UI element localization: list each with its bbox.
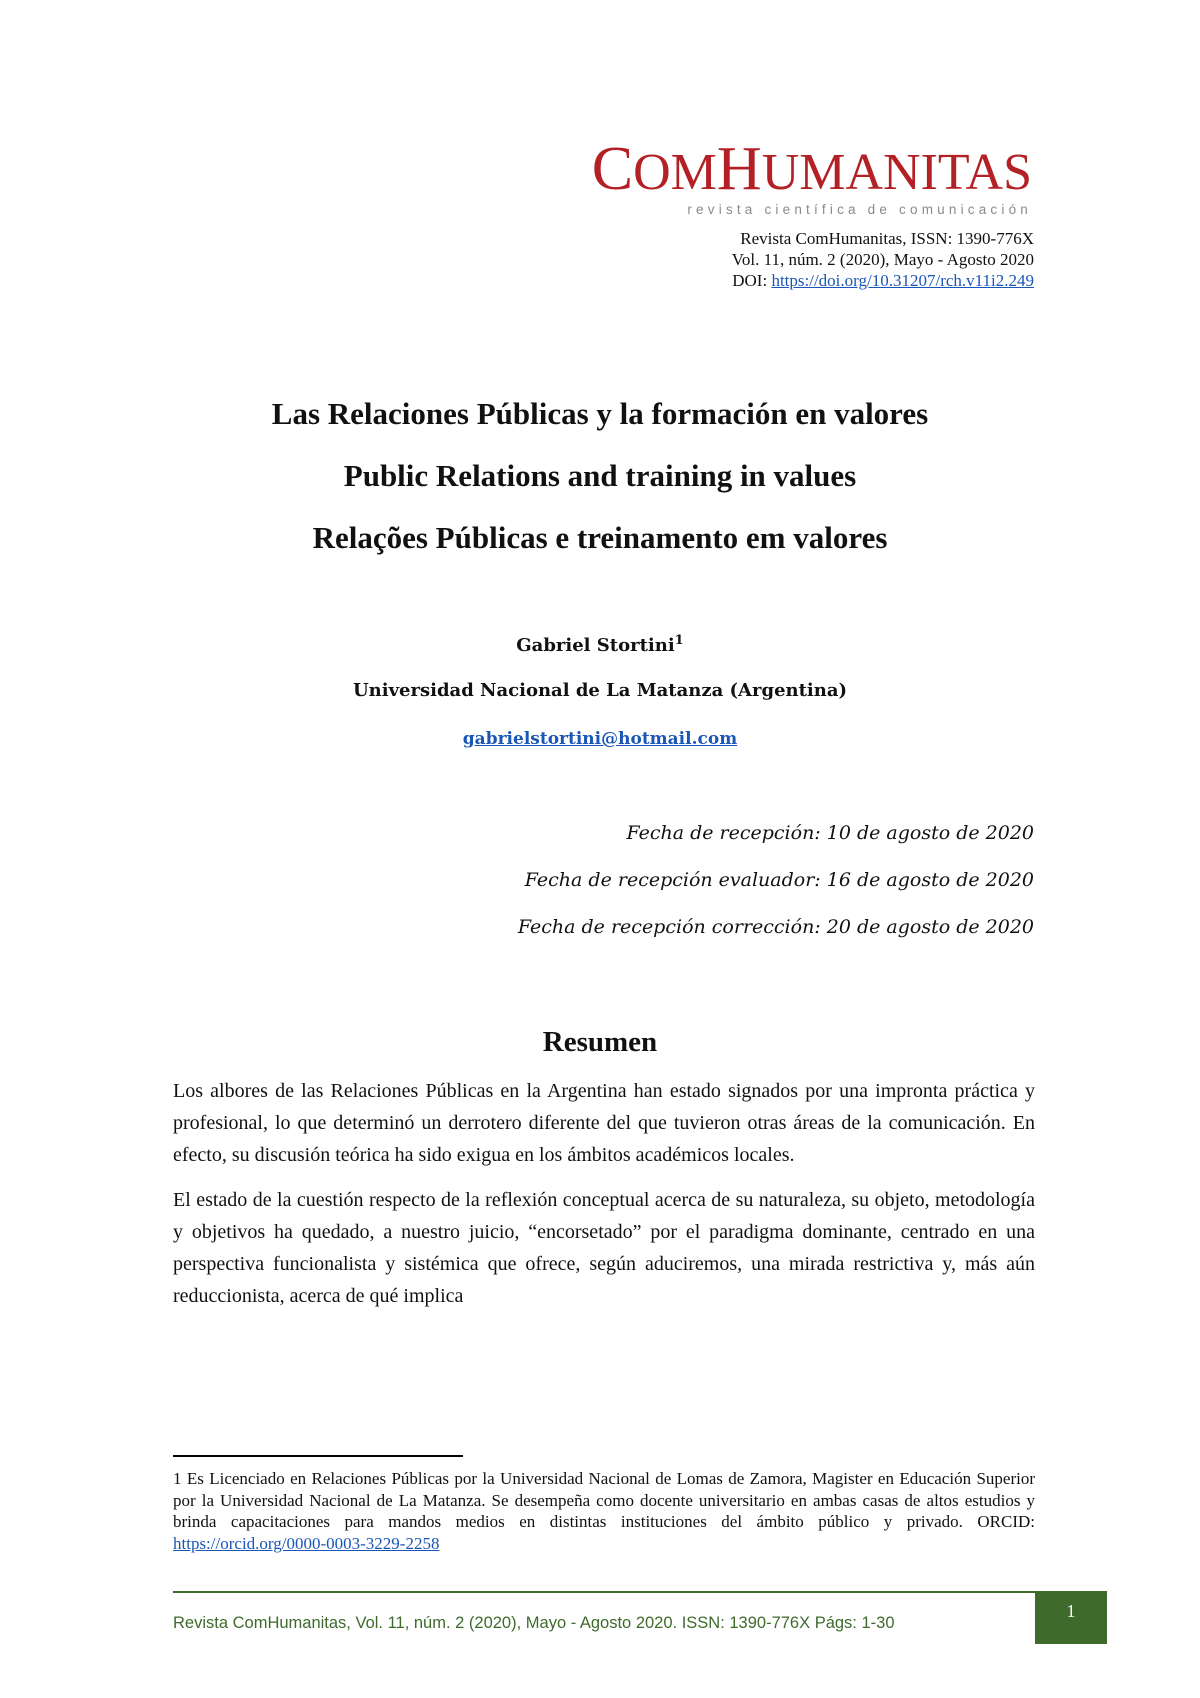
logo-text-umanitas: UMANITAS bbox=[761, 144, 1032, 201]
author-name bbox=[0, 630, 1200, 657]
title-english: Public Relations and training in values bbox=[343, 458, 857, 493]
submission-dates bbox=[518, 822, 1034, 963]
journal-doi bbox=[732, 270, 1034, 291]
logo-initial-c: C bbox=[591, 135, 634, 203]
footnote bbox=[173, 1468, 1035, 1554]
author-name-text: Gabriel Stortini bbox=[516, 635, 675, 656]
abstract-paragraph-1: Los albores de las Relaciones Públicas en la Argentina han estado signados por una impronta práctica y profesional, lo que determinó un derrotero diferente del que tuvieron otras áreas de la comunicación. En efecto, su discusión teórica ha sido exigua en los ámbitos académicos locales. bbox=[173, 1080, 1035, 1167]
logo-wordmark bbox=[591, 135, 1032, 203]
logo-text-om: OM bbox=[633, 144, 717, 201]
author-email-link[interactable]: gabrielstortini@hotmail.com bbox=[462, 729, 738, 749]
abstract-paragraph-2: El estado de la cuestión respecto de la reflexión conceptual acerca de su naturaleza, su objeto, metodología y objetivos ha quedado, a nuestro juicio, “encorsetado” por el paradigma dominante, centrado en una perspectiva funcionalista y sistémica que ofrece, según aduciremos, una mirada restrictiva y, más aún reduccionista, acerca de qué implica bbox=[173, 1188, 1035, 1308]
footer-divider bbox=[173, 1591, 1035, 1593]
footnote-divider bbox=[173, 1455, 463, 1457]
date-reception: Fecha de recepción: 10 de agosto de 2020 bbox=[626, 822, 1034, 844]
title-spanish: Las Relaciones Públicas y la formación en valores bbox=[271, 396, 929, 431]
journal-volume: Vol. 11, núm. 2 (2020), Mayo - Agosto 2020 bbox=[731, 250, 1034, 269]
journal-meta bbox=[732, 228, 1034, 291]
doi-label: DOI: bbox=[732, 271, 772, 290]
logo-tagline: revista científica de comunicación bbox=[687, 202, 1032, 217]
logo-initial-h: H bbox=[716, 135, 762, 203]
journal-issn: Revista ComHumanitas, ISSN: 1390-776X bbox=[740, 229, 1034, 248]
article-titles bbox=[0, 395, 1200, 581]
journal-logo bbox=[591, 135, 1032, 217]
abstract-heading: Resumen bbox=[542, 1026, 658, 1058]
author-affiliation: Universidad Nacional de La Matanza (Argentina) bbox=[352, 680, 848, 701]
footer-citation: Revista ComHumanitas, Vol. 11, núm. 2 (2020), Mayo - Agosto 2020. ISSN: 1390-776X Págs: 1-30 bbox=[173, 1614, 895, 1632]
date-evaluator: Fecha de recepción evaluador: 16 de agosto de 2020 bbox=[524, 869, 1034, 891]
page-number: 1 bbox=[1035, 1591, 1107, 1644]
footnote-marker[interactable]: 1 bbox=[674, 633, 684, 648]
orcid-link[interactable]: https://orcid.org/0000-0003-3229-2258 bbox=[173, 1533, 440, 1553]
abstract-body bbox=[173, 1075, 1035, 1324]
author-block bbox=[0, 630, 1200, 750]
date-correction: Fecha de recepción corrección: 20 de agosto de 2020 bbox=[517, 916, 1034, 938]
doi-link[interactable]: https://doi.org/10.31207/rch.v11i2.249 bbox=[771, 271, 1034, 290]
footnote-text: 1 Es Licenciado en Relaciones Públicas por la Universidad Nacional de Lomas de Zamora, Magister en Educación Superior por la Universidad Nacional de La Matanza. Se desempeña como docente universitario en ambas casas de altos estudios y brinda capacitaciones para mandos medios en distintas instituciones del ámbito público y privado. ORCID: bbox=[173, 1469, 1035, 1531]
title-portuguese: Relações Públicas e treinamento em valores bbox=[312, 520, 888, 555]
